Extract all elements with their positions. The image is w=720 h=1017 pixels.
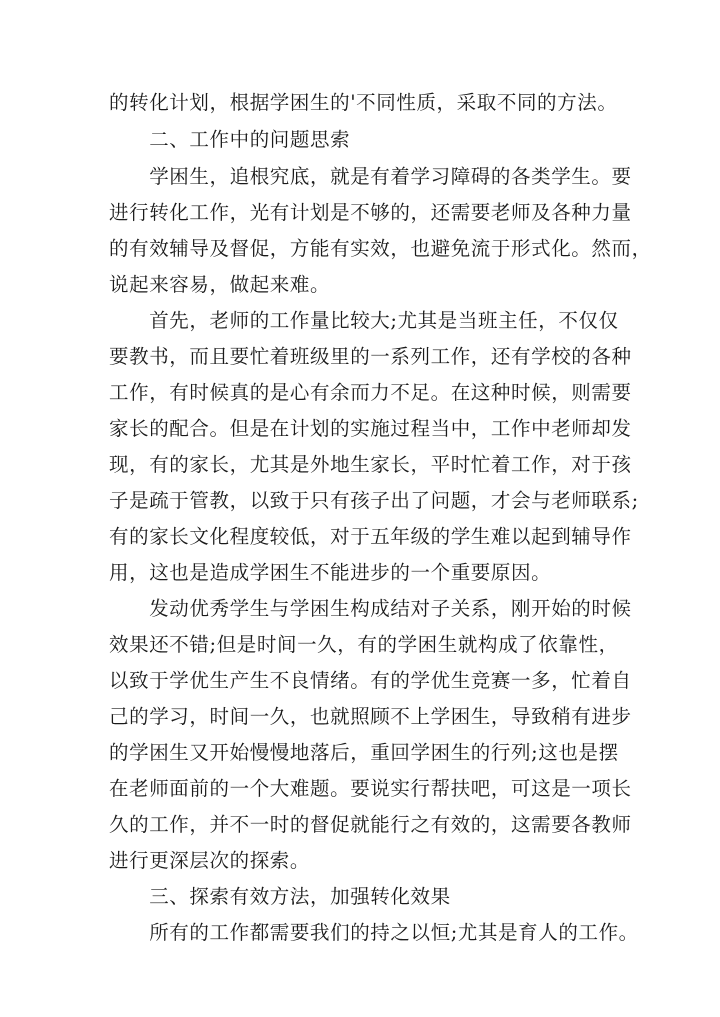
text-line: 首先，老师的工作量比较大;尤其是当班主任，不仅仅 <box>109 309 619 332</box>
text-line: 久的工作，并不一时的督促就能行之有效的，这需要各教师 <box>109 813 632 836</box>
text-line: 的转化计划，根据学困生的'不同性质，采取不同的方法。 <box>109 91 618 114</box>
section-heading: 三、探索有效方法，加强转化效果 <box>109 885 451 908</box>
text-line: 所有的工作都需要我们的持之以恒;尤其是育人的工作。 <box>109 921 639 944</box>
text-line: 以致于学优生产生不良情绪。有的学优生竞赛一多，忙着自 <box>109 669 632 692</box>
text-line: 工作，有时候真的是心有余而力不足。在这种时候，则需要 <box>109 381 632 404</box>
text-line: 用，这也是造成学困生不能进步的一个重要原因。 <box>109 561 552 584</box>
text-line: 现，有的家长，尤其是外地生家长，平时忙着工作，对于孩 <box>109 453 632 476</box>
section-heading: 二、工作中的问题思索 <box>109 128 351 151</box>
text-line: 己的学习，时间一久，也就照顾不上学困生，导致稍有进步 <box>109 705 632 728</box>
text-line: 说起来容易，做起来难。 <box>109 273 331 296</box>
text-line: 进行转化工作，光有计划是不够的，还需要老师及各种力量 <box>109 201 632 224</box>
text-line: 效果还不错;但是时间一久，有的学困生就构成了依靠性， <box>109 633 619 656</box>
text-line: 的有效辅导及督促，方能有实效，也避免流于形式化。然而， <box>109 237 652 260</box>
text-line: 有的家长文化程度较低，对于五年级的学生难以起到辅导作 <box>109 525 632 548</box>
text-line: 家长的配合。但是在计划的实施过程当中，工作中老师却发 <box>109 417 632 440</box>
text-line: 在老师面前的一个大难题。要说实行帮扶吧，可这是一项长 <box>109 777 632 800</box>
text-line: 进行更深层次的探索。 <box>109 849 311 872</box>
text-line: 子是疏于管教，以致于只有孩子出了问题，才会与老师联系; <box>109 489 639 512</box>
text-line: 发动优秀学生与学困生构成结对子关系，刚开始的时候 <box>109 597 632 620</box>
text-line: 要教书，而且要忙着班级里的一系列工作，还有学校的各种 <box>109 345 632 368</box>
text-line: 的学困生又开始慢慢地落后，重回学困生的行列;这也是摆 <box>109 741 619 764</box>
text-line: 学困生，追根究底，就是有着学习障碍的各类学生。要 <box>109 165 632 188</box>
